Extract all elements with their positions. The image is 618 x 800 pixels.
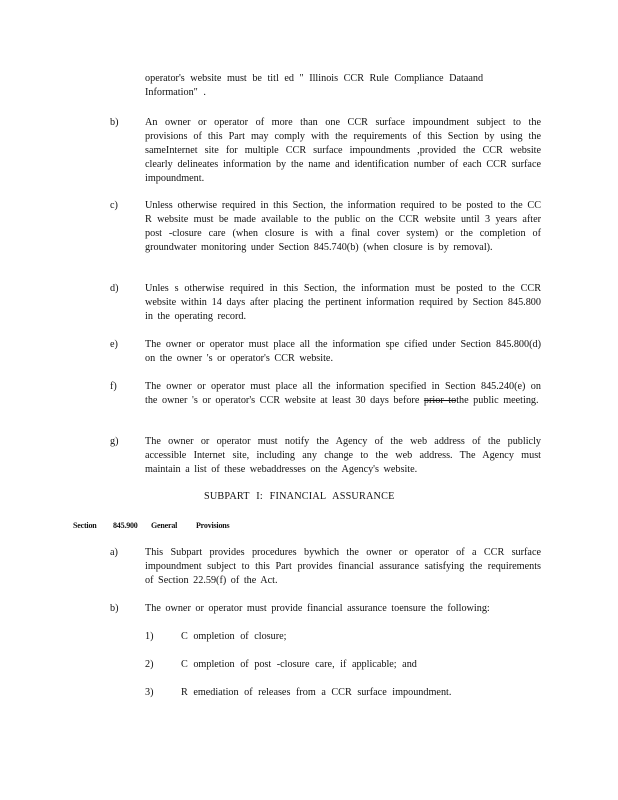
- sub-item-label: 1): [145, 631, 154, 642]
- sub-item-text: C ompletion of post -closure care, if applicable; and: [181, 659, 417, 670]
- section-title-general: General: [151, 521, 178, 530]
- item-text: Unless otherwise required in this Section, the information required to be posted to the CC R website must be made available to the public on the CCR website until 3 years after post -closure care (when closure is with a final cover system) or the completion of groundwater monitoring under Section 845.740(b) (when closure is by removal).: [145, 200, 541, 253]
- item-text: An owner or operator of more than one CCR surface impoundment subject to the provisions of this Part may comply with the requirements of this Section by using the sameInternet site for multiple CCR surface impoundments ,provided the CCR website clearly delineates information by the name and identification number of each CCR surface impoundment.: [145, 117, 541, 184]
- section-title-provisions: Provisions: [196, 521, 230, 530]
- item-text: The owner or operator must provide financial assurance toensure the following:: [145, 603, 490, 614]
- item-label: f): [110, 381, 117, 392]
- item-text-before: The owner or operator must place all the information specified in Section 845.240(e) on the owner 's or operator's CCR website at least 30 days before: [145, 381, 541, 406]
- item-text-after: the public meeting.: [456, 395, 539, 406]
- sub-item-label: 2): [145, 659, 154, 670]
- sub-item-text: C ompletion of closure;: [181, 631, 287, 642]
- continuation-paragraph: operator's website must be titl ed " Illinois CCR Rule Compliance Dataand Information" .: [145, 73, 484, 98]
- item-text: Unles s otherwise required in this Section, the information must be posted to the CCR website within 14 days after placing the pertinent information required by Section 845.800 in the operating record.: [145, 283, 541, 322]
- item-text: The owner or operator must notify the Agency of the web address of the publicly accessible Internet site, including any change to the web address. The Agency must maintain a list of these webaddresses on the Agency's website.: [145, 436, 541, 475]
- item-text: The owner or operator must place all the information spe cified under Section 845.800(d) on the owner 's or operator's CCR website.: [145, 339, 541, 364]
- item-label: g): [110, 436, 119, 447]
- struck-text: prior to: [423, 395, 457, 406]
- item-label: a): [110, 547, 118, 558]
- section-heading: [73, 519, 229, 533]
- item-label: d): [110, 283, 119, 294]
- item-label: e): [110, 339, 118, 350]
- subpart-heading: SUBPART I: FINANCIAL ASSURANCE: [204, 491, 395, 502]
- item-label: c): [110, 200, 118, 211]
- item-label: b): [110, 603, 119, 614]
- sub-item-text: R emediation of releases from a CCR surface impoundment.: [181, 687, 452, 698]
- section-number: 845.900: [113, 521, 138, 530]
- section-word: Section: [73, 521, 97, 530]
- item-text: [145, 380, 541, 408]
- item-label: b): [110, 117, 119, 128]
- sub-item-label: 3): [145, 687, 154, 698]
- item-text: This Subpart provides procedures bywhich the owner or operator of a CCR surface impoundment subject to this Part provides financial assurance satisfying the requirements of Section 22.59(f) of the Act.: [145, 547, 541, 586]
